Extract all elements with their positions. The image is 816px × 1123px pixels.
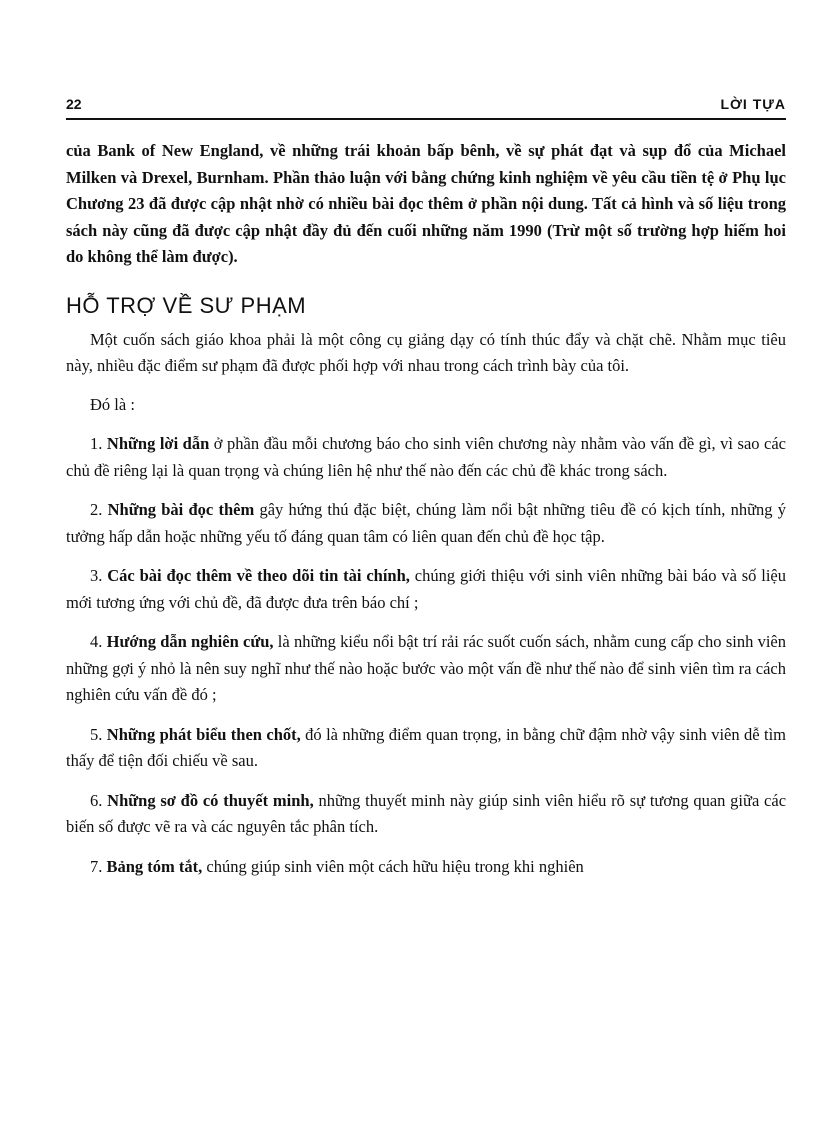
running-header xyxy=(66,92,786,120)
list-item xyxy=(66,788,786,841)
item-term: Những lời dẫn xyxy=(106,434,210,453)
item-term: Bảng tóm tắt, xyxy=(106,856,203,876)
page-number: 22 xyxy=(66,96,82,112)
intro-paragraph: của Bank of New England, về những trái khoản bấp bênh, về sự phát đạt và sụp đổ của Michael Milken và Drexel, Burnham. Phần thảo luận với bằng chứng kinh nghiệm về yêu cầu tiền tệ ở Phụ lục Chương 23 đã được cập nhật nhờ có nhiều bài đọc thêm ở phần nội dung. Tất cả hình và số liệu trong sách này cũng đã được cập nhật đầy đủ đến cuối những năm 1990 (Trừ một số trường hợp hiếm hoi do không thể làm được). xyxy=(66,141,786,266)
item-text: chúng giới thiệu với sinh viên những bài báo và số liệu mới tương ứng với chủ đề, đã được đưa trên báo chí ; xyxy=(66,566,787,612)
item-number: 1. xyxy=(90,434,103,453)
item-text: những thuyết minh này giúp sinh viên hiểu rõ sự tương quan giữa các biến số được vẽ ra và các nguyên tắc phân tích. xyxy=(66,790,787,836)
section-heading: HỖ TRỢ VỀ SƯ PHẠM xyxy=(66,292,307,318)
item-text: gây hứng thú đặc biệt, chúng làm nổi bật những tiêu đề có kịch tính, những ý tưởng hấp dẫn hoặc những yếu tố đáng quan tâm có liên quan đến chủ đề học tập. xyxy=(66,500,786,546)
item-term: Những bài đọc thêm xyxy=(107,500,255,519)
list-item xyxy=(66,629,786,709)
item-number: 4. xyxy=(90,632,103,651)
item-number: 5. xyxy=(90,724,103,744)
list-item xyxy=(66,497,786,550)
item-text: ở phần đầu mỗi chương báo cho sinh viên chương này nhằm vào vấn đề gì, vì sao các chủ đề riêng lại là quan trọng và chúng liên hệ như thế nào đến các chủ đề khác trong sách. xyxy=(66,434,787,480)
item-number: 3. xyxy=(90,566,103,585)
list-item xyxy=(66,431,786,484)
list-intro: Đó là : xyxy=(90,394,135,414)
item-term: Hướng dẫn nghiên cứu, xyxy=(106,632,274,651)
item-term: Những phát biểu then chốt, xyxy=(106,724,301,744)
item-term: Những sơ đồ có thuyết minh, xyxy=(107,790,314,810)
item-term: Các bài đọc thêm về theo dõi tin tài chính, xyxy=(107,566,410,585)
item-text: là những kiểu nổi bật trí rải rác suốt cuốn sách, nhằm cung cấp cho sinh viên những gợi ý nhỏ là nên suy nghĩ như thế nào hoặc bước vào một vấn đề như thế nào để sinh viên tìm ra cách nghiên cứu vấn đề đó ; xyxy=(66,632,786,704)
item-number: 7. xyxy=(90,856,103,876)
list-item xyxy=(66,563,786,616)
item-text: đó là những điểm quan trọng, in bằng chữ đậm nhờ vậy sinh viên dễ tìm thấy để tiện đối chiếu về sau. xyxy=(66,724,787,770)
lead-paragraph: Một cuốn sách giáo khoa phải là một công cụ giảng dạy có tính thúc đẩy và chặt chẽ. Nhằm mục tiêu này, nhiều đặc điểm sư phạm đã được phối hợp với nhau trong cách trình bày của tôi. xyxy=(66,329,786,375)
body-text xyxy=(66,138,786,880)
list-item xyxy=(66,722,786,775)
item-number: 6. xyxy=(90,790,103,810)
running-title: LỜI TỰA xyxy=(720,96,786,112)
list-item xyxy=(66,854,786,881)
item-number: 2. xyxy=(90,500,103,519)
item-text: chúng giúp sinh viên một cách hữu hiệu trong khi nghiên xyxy=(202,856,584,876)
